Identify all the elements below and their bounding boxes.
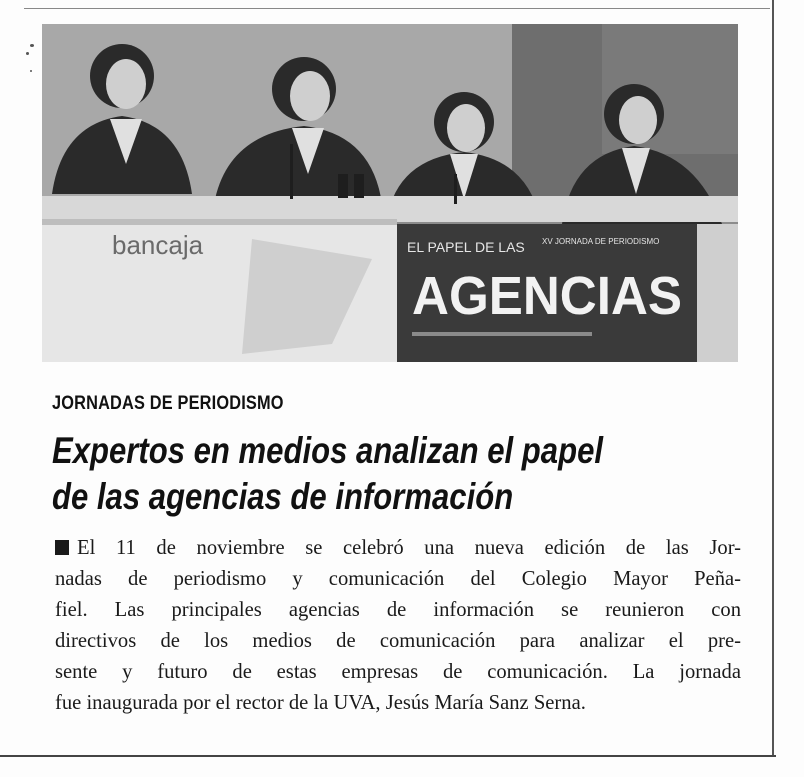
right-rule (772, 0, 774, 755)
body-line (55, 533, 741, 564)
press-photo (42, 24, 738, 362)
body-line: fiel. Las principales agencias de información se reunieron con (55, 599, 741, 621)
bottom-rule (0, 755, 776, 757)
headline-line: de las agencias de información (52, 476, 514, 517)
top-rule (24, 8, 770, 9)
body-line: directivos de los medios de comunicación para analizar el pre- (55, 630, 741, 652)
scan-speck (26, 52, 29, 55)
headline-line: Expertos en medios analizan el papel (52, 430, 603, 471)
banner-agencias-title: AGENCIAS (412, 266, 682, 326)
article-body (55, 533, 741, 719)
scan-speck (30, 70, 32, 72)
body-line: nadas de periodismo y comunicación del Colegio Mayor Peña- (55, 568, 741, 590)
section-kicker: JORNADAS DE PERIODISMO (52, 393, 284, 414)
scan-speck (30, 44, 34, 47)
body-line-text: El 11 de noviembre se celebró una nueva edición de las Jor- (77, 537, 741, 559)
body-line: fue inaugurada por el rector de la UVA, Jesús María Sanz Serna. (55, 692, 586, 714)
banner-jornada-label: XV JORNADA DE PERIODISMO (542, 237, 660, 246)
paragraph-marker-square (55, 540, 69, 555)
headline (52, 428, 657, 520)
banner-title-small: EL PAPEL DE LAS (407, 239, 525, 255)
bancaja-logo: bancaja (112, 230, 204, 260)
body-line: sente y futuro de estas empresas de comunicación. La jornada (55, 661, 741, 683)
